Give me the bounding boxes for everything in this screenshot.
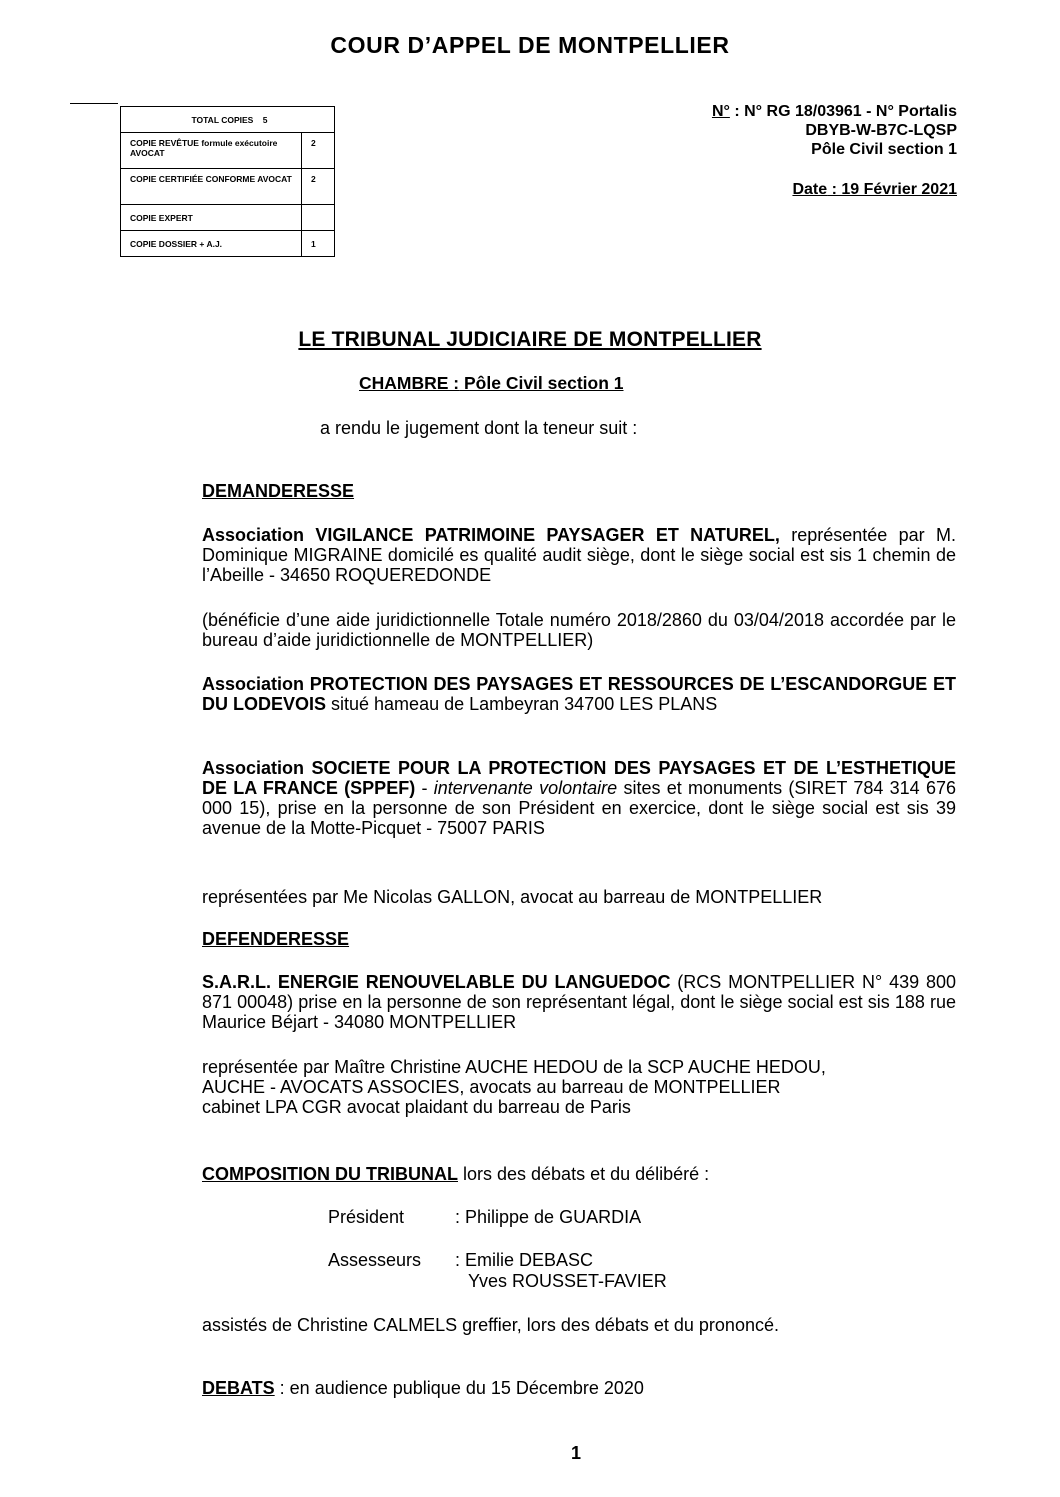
assesseurs-label: Assesseurs: [328, 1250, 422, 1270]
composition-suffix: lors des débats et du délibéré :: [458, 1164, 710, 1184]
copies-total-label: TOTAL COPIES: [191, 115, 254, 125]
party-3-name: Association SOCIETE POUR LA PROTECTION DES PAYSAGES ET DE L’ESTHETIQUE DE LA FRANCE (SPPEF): [202, 758, 956, 798]
debats-line: [202, 1378, 956, 1398]
copies-row-value: [302, 205, 335, 231]
copies-row: [121, 205, 335, 231]
party-1-name: Association VIGILANCE PATRIMOINE PAYSAGER ET NATUREL,: [202, 525, 780, 545]
defenderesse-party: [202, 972, 956, 1032]
debats-text: : en audience publique du 15 Décembre 2020: [274, 1378, 644, 1398]
copies-row-label: COPIE CERTIFIÉE CONFORME AVOCAT: [121, 169, 302, 205]
greffier-line: assistés de Christine CALMELS greffier, lors des débats et du prononcé.: [202, 1315, 779, 1335]
court-title: COUR D’APPEL DE MONTPELLIER: [330, 32, 730, 58]
page-number: 1: [570, 1443, 581, 1463]
debats-label: DEBATS: [202, 1378, 275, 1398]
reference-line-1: [712, 102, 957, 121]
chambre: [359, 373, 624, 394]
reference-section: Pôle Civil section 1: [811, 141, 957, 158]
representation-line: AUCHE - AVOCATS ASSOCIES, avocats au barreau de MONTPELLIER: [202, 1077, 781, 1097]
demanderesse-representation: représentées par Me Nicolas GALLON, avocat au barreau de MONTPELLIER: [202, 887, 823, 907]
copies-row-label: COPIE EXPERT: [121, 205, 302, 231]
copies-total-row: [121, 107, 335, 133]
assesseur-name: Yves ROUSSET-FAVIER: [468, 1271, 667, 1291]
composition-label: COMPOSITION DU TRIBUNAL: [202, 1164, 458, 1184]
representation-line: cabinet LPA CGR avocat plaidant du barreau de Paris: [202, 1097, 631, 1117]
demanderesse-party-3: [202, 758, 956, 838]
date-value: : 19 Février 2021: [827, 181, 957, 198]
copies-table: [120, 106, 335, 257]
president-label: Président: [328, 1207, 405, 1227]
header-rule: [70, 103, 118, 104]
defenderesse-representation: [202, 1057, 956, 1117]
defenderesse-details: (RCS MONTPELLIER N° 439 800 871 00048) prise en la personne de son représentant légal, dont le siège social est sis 188 rue Maurice Béjart - 34080 MONTPELLIER: [202, 972, 957, 1032]
party-3-role: intervenante volontaire: [433, 778, 618, 798]
aide-juridictionnelle: (bénéficie d’une aide juridictionnelle Totale numéro 2018/2860 du 03/04/2018 accordée par le bureau d’aide juridictionnelle de MONTPELLIER): [202, 610, 956, 650]
date-label: Date: [792, 181, 828, 198]
copies-row-value: 1: [302, 231, 335, 257]
copies-row-value: 2: [302, 133, 335, 169]
party-1-details: représentée par M. Dominique MIGRAINE domicilé es qualité audit siège, dont le siège social est sis 1 chemin de l’Abeille - 34650 ROQUEREDONDE: [202, 525, 956, 585]
defenderesse-heading: DEFENDERESSE: [202, 929, 350, 949]
copies-row: [121, 169, 335, 205]
demanderesse-party-2: [202, 674, 956, 714]
copies-row-label: COPIE DOSSIER + A.J.: [121, 231, 302, 257]
reference-portalis: DBYB-W-B7C-LQSP: [805, 122, 957, 139]
chambre-label: CHAMBRE :: [359, 373, 460, 393]
defenderesse-name: S.A.R.L. ENERGIE RENOUVELABLE DU LANGUEDOC: [202, 972, 671, 992]
representation-line: représentée par Maître Christine AUCHE HEDOU de la SCP AUCHE HEDOU,: [202, 1057, 826, 1077]
party-2-name: Association PROTECTION DES PAYSAGES ET RESSOURCES DE L’ESCANDORGUE ET DU LODEVOIS: [202, 674, 956, 714]
copies-total-value: 5: [262, 115, 268, 125]
copies-row-label: COPIE REVÊTUE formule exécutoire AVOCAT: [121, 133, 302, 169]
demanderesse-heading: DEMANDERESSE: [202, 481, 355, 501]
judgment-date: [792, 181, 957, 199]
composition-heading: [202, 1164, 956, 1184]
party-3-details: sites et monuments (SIRET 784 314 676 000 15), prise en la personne de son Président en exercice, dont le siège social est sis 39 avenue de la Motte-Picquet - 75007 PARIS: [202, 778, 956, 838]
president-value: : Philippe de GUARDIA: [455, 1207, 642, 1227]
reference-number: : N° RG 18/03961 - N° Portalis: [729, 103, 957, 120]
assesseurs-list: [455, 1250, 667, 1292]
copies-row-value: 2: [302, 169, 335, 205]
copies-row: [121, 231, 335, 257]
demanderesse-party-1: [202, 525, 956, 585]
case-reference: [712, 102, 957, 159]
assesseur-name: : Emilie DEBASC: [455, 1250, 594, 1270]
reference-number-label: N°: [711, 103, 730, 120]
tribunal-title: LE TRIBUNAL JUDICIAIRE DE MONTPELLIER: [298, 328, 762, 351]
chambre-value: Pôle Civil section 1: [459, 373, 624, 393]
party-2-details: situé hameau de Lambeyran 34700 LES PLANS: [326, 694, 718, 714]
party-3-separator: -: [415, 778, 434, 798]
judgment-intro: a rendu le jugement dont la teneur suit :: [320, 418, 638, 438]
copies-row: [121, 133, 335, 169]
